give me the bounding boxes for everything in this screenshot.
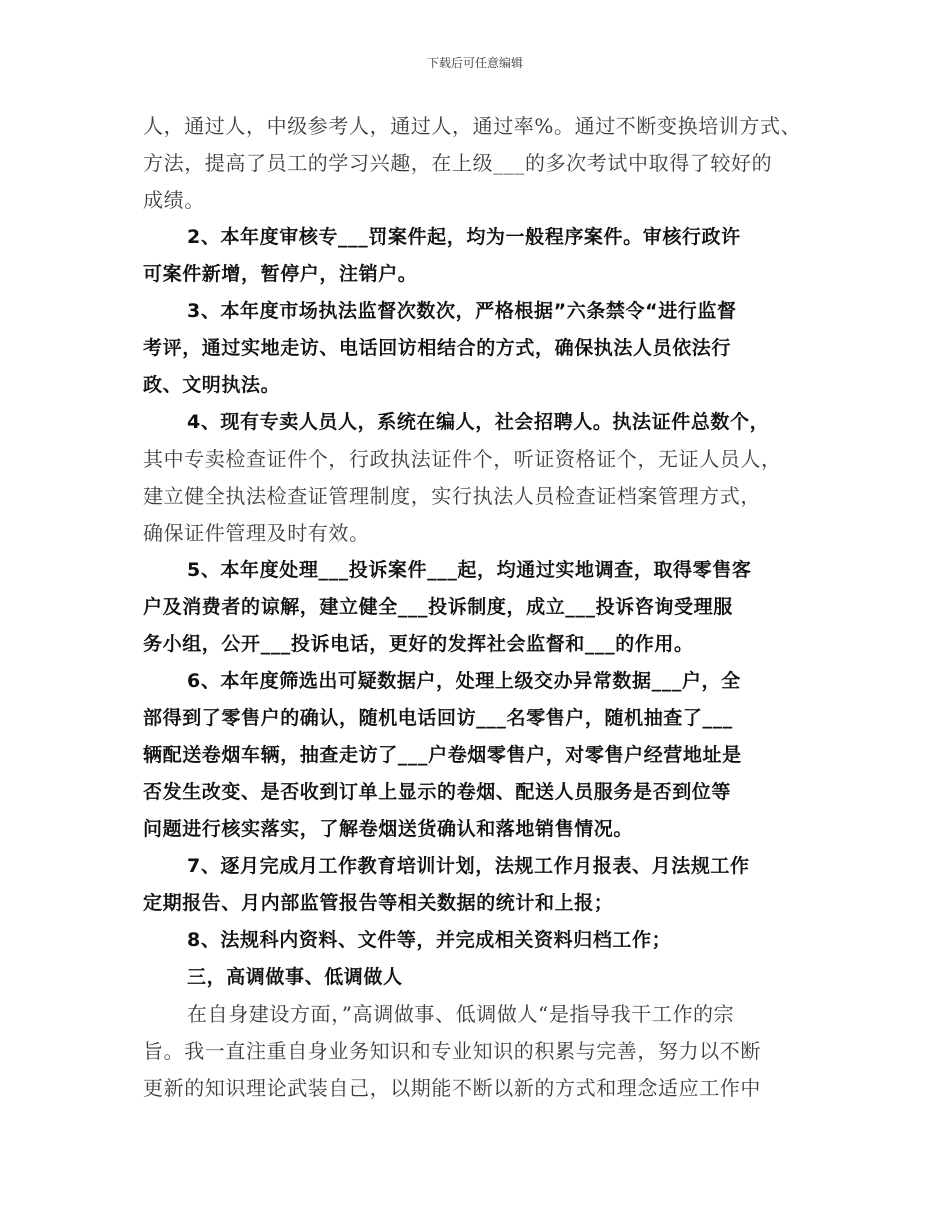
- text-line: 8、法规科内资料、文件等，并完成相关资料归档工作；: [187, 929, 672, 951]
- text-line: 辆配送卷烟车辆，抽查走访了___户卷烟零售户，对零售户经营地址是: [143, 744, 742, 766]
- text-line: 人，通过人，中级参考人，通过人，通过率%。通过不断变换培训方式、: [143, 114, 802, 138]
- text-line: 2、本年度审核专___罚案件起，均为一般程序案件。审核行政许: [187, 226, 741, 248]
- text-line: 确保证件管理及时有效。: [143, 521, 370, 545]
- text-line: 户及消费者的谅解，建立健全___投诉制度，成立___投诉咨询受理服: [143, 596, 733, 618]
- text-line: 方法，提高了员工的学习兴趣，在上级___的多次考试中取得了较好的: [143, 151, 773, 175]
- text-line: 考评，通过实地走访、电话回访相结合的方式，确保执法人员依法行: [143, 337, 732, 359]
- document-body: [143, 108, 815, 1107]
- page-header: 下载后可任意编辑: [426, 56, 523, 70]
- text-line: 7、逐月完成月工作教育培训计划，法规工作月报表、月法规工作: [187, 855, 750, 877]
- text-line: 旨。我一直注重自身业务知识和专业知识的积累与完善，努力以不断: [143, 1039, 761, 1063]
- text-line: 政、文明执法。: [143, 374, 281, 396]
- text-line: 3、本年度市场执法监督次数次，严格根据”六条禁令“进行监督: [187, 300, 737, 322]
- text-line: 问题进行核实落实，了解卷烟送货确认和落地销售情况。: [143, 818, 634, 840]
- text-line: 其中专卖检查证件个，行政执法证件个，听证资格证个，无证人员人，: [143, 447, 782, 471]
- text-line: 三，高调做事、低调做人: [187, 966, 403, 988]
- text-line: 6、本年度筛选出可疑数据户，处理上级交办异常数据___户，全: [187, 670, 741, 692]
- text-line: 成绩。: [143, 188, 205, 212]
- text-line: 部得到了零售户的确认，随机电话回访___名零售户，随机抽查了___: [143, 707, 733, 729]
- text-line: 更新的知识理论武装自己，以期能不断以新的方式和理念适应工作中: [143, 1076, 761, 1100]
- text-line: 务小组，公开___投诉电话，更好的发挥社会监督和___的作用。: [143, 633, 694, 655]
- text-line: 否发生改变、是否收到订单上显示的卷烟、配送人员服务是否到位等: [143, 781, 732, 803]
- text-line: 定期报告、月内部监管报告等相关数据的统计和上报；: [143, 892, 614, 914]
- text-line: 4、现有专卖人员人，系统在编人，社会招聘人。执法证件总数个，: [187, 411, 770, 433]
- text-line: 在自身建设方面，”高调做事、低调做人“是指导我干工作的宗: [187, 1002, 735, 1026]
- text-line: 5、本年度处理___投诉案件___起，均通过实地调查，取得零售客: [187, 559, 752, 581]
- text-line: 建立健全执法检查证管理制度，实行执法人员检查证档案管理方式，: [143, 484, 761, 508]
- text-line: 可案件新增，暂停户，注销户。: [143, 263, 418, 285]
